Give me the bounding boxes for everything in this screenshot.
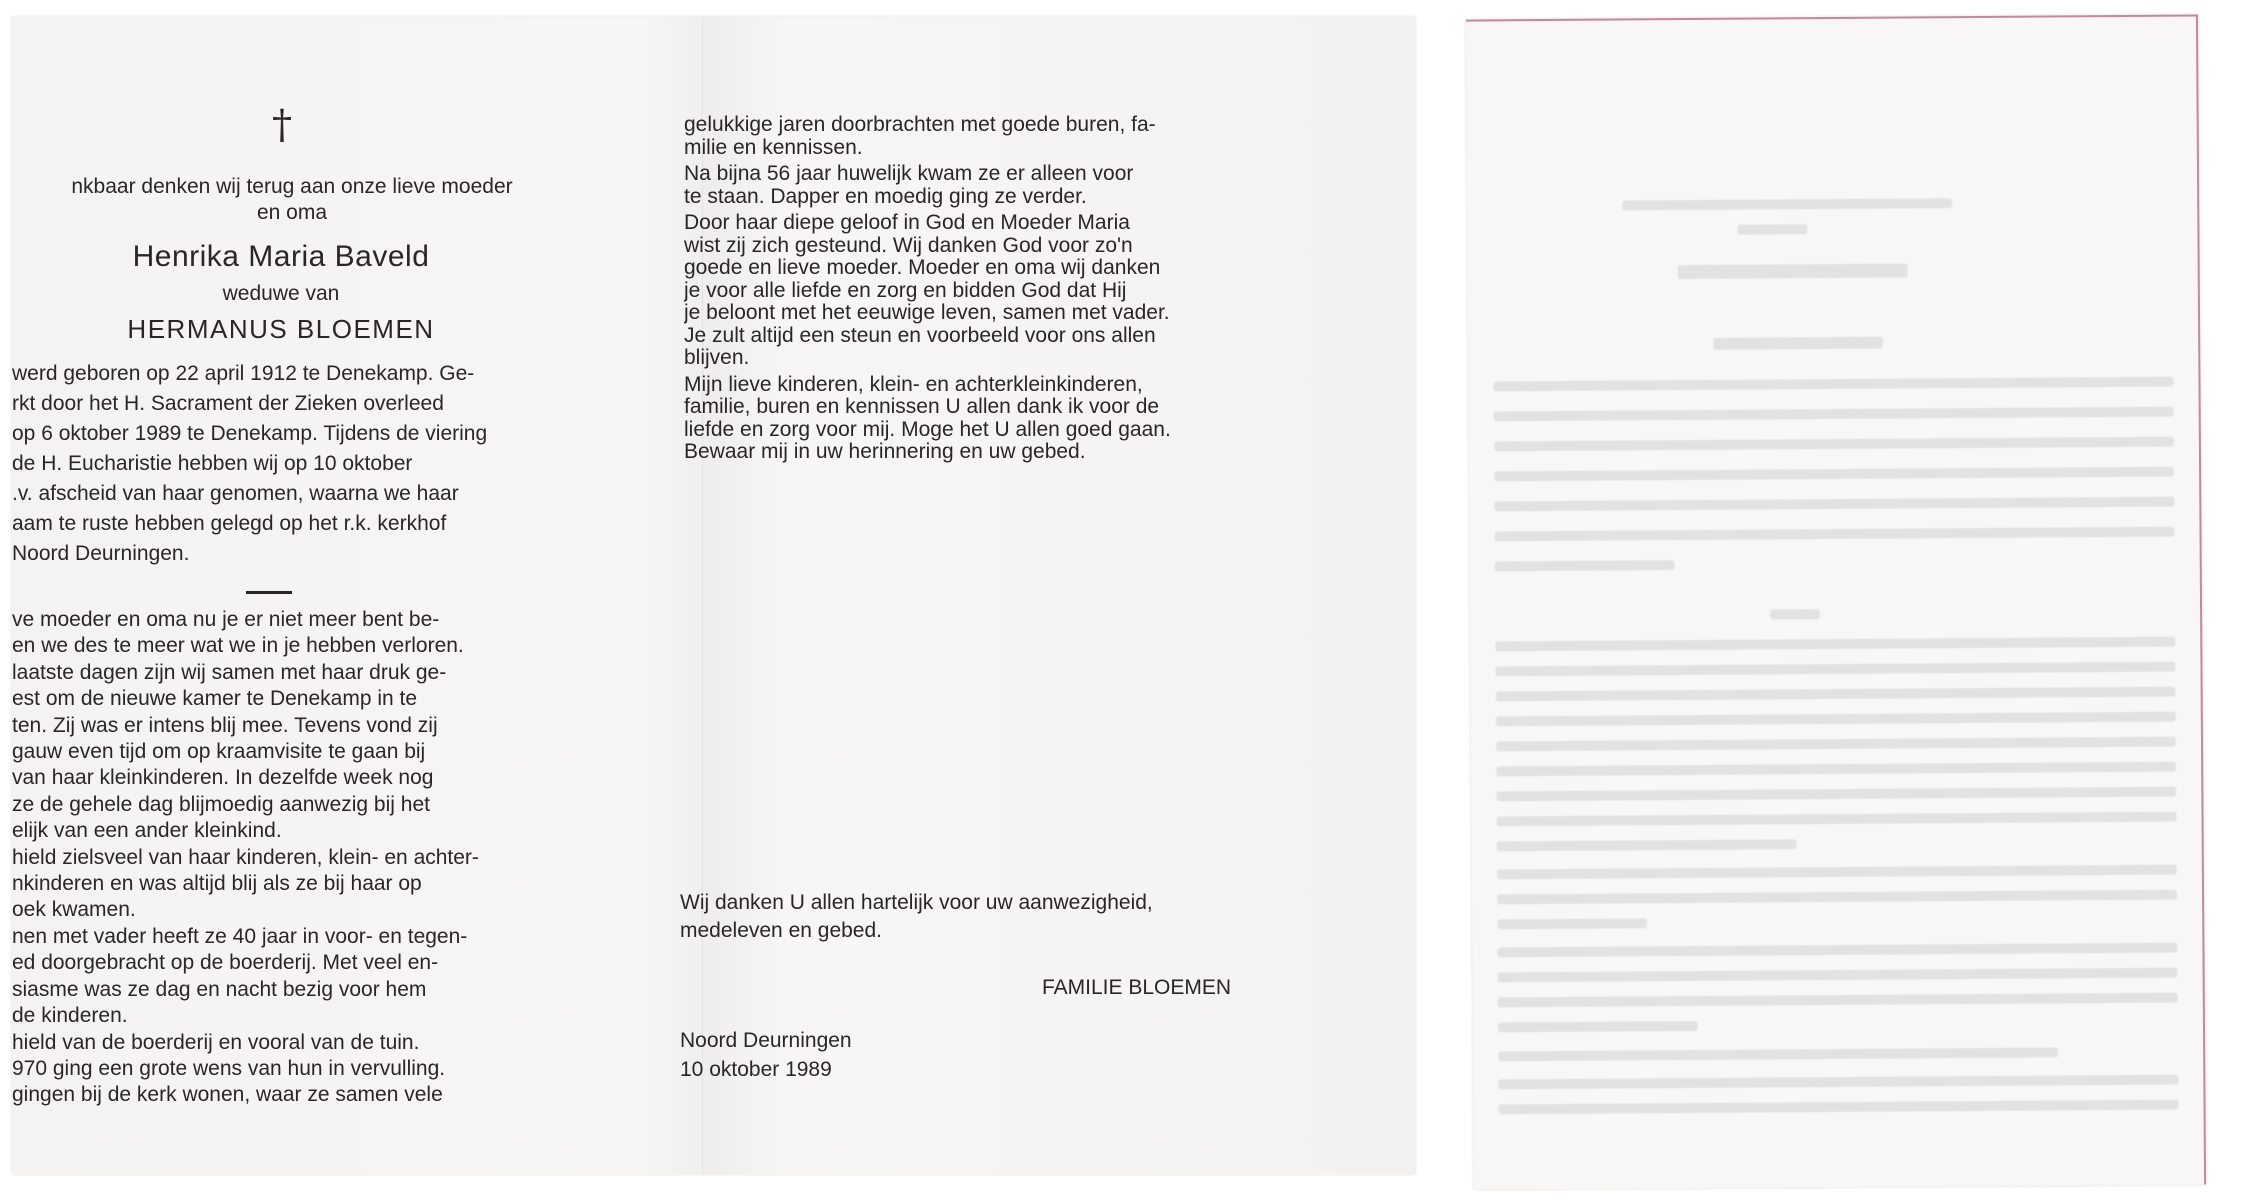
show-through-text	[1466, 16, 2204, 1189]
text-line: gingen bij de kerk wonen, waar ze samen vele	[12, 1083, 443, 1107]
text-line: de kinderen.	[12, 1004, 128, 1028]
text-line: liefde en zorg voor mij. Moge het U allen goed gaan.	[684, 417, 1171, 441]
text-line: Bewaar mij in uw herinnering en uw gebed.	[684, 440, 1086, 463]
text-line: elijk van een ander kleinkind.	[12, 819, 282, 843]
message-paragraph	[684, 212, 1304, 370]
memorial-card-back	[1466, 14, 2206, 1189]
text-line: siasme was ze dag en nacht bezig voor hem	[12, 977, 427, 1001]
text-line: est om de nieuwe kamer te Denekamp in te	[12, 687, 418, 711]
text-line: hield zielsveel van haar kinderen, klein- en achter-	[12, 845, 479, 869]
divider	[246, 591, 292, 594]
deceased-name: Henrika Maria Baveld	[132, 240, 430, 273]
memorial-card-inside	[12, 17, 1415, 1174]
text-line: laatste dagen zijn wij samen met haar druk ge-	[12, 660, 447, 684]
text-line: blijven.	[684, 346, 750, 369]
text-line: ten. Zij was er intens blij mee. Tevens vond zij	[12, 713, 438, 737]
text-line: je voor alle liefde en zorg en bidden God dat Hij	[684, 278, 1127, 302]
text-line: medeleven en gebed.	[680, 919, 882, 942]
text-line: je beloont met het eeuwige leven, samen met vader.	[684, 301, 1170, 324]
text-line: wist zij zich gesteund. Wij danken God voor zo'n	[684, 233, 1133, 257]
text-line: gauw even tijd om op kraamvisite te gaan bij	[12, 740, 426, 764]
message-paragraph	[684, 114, 1304, 159]
text-line: op 6 oktober 1989 te Denekamp. Tijdens de viering	[12, 422, 488, 445]
text-line: rkt door het H. Sacrament der Zieken overleed	[12, 392, 444, 415]
text-line: 970 ging een grote wens van hun in vervulling.	[12, 1056, 446, 1080]
text-line: familie, buren en kennissen U allen dank ik voor de	[684, 395, 1160, 418]
text-line: oek kwamen.	[12, 898, 136, 922]
text-line: hield van de boerderij en vooral van de tuin.	[12, 1030, 420, 1054]
text-line: Na bijna 56 jaar huwelijk kwam ze er alleen voor	[684, 162, 1134, 185]
text-line: Mijn lieve kinderen, klein- en achterkleinkinderen,	[684, 372, 1143, 396]
family-signature: FAMILIE BLOEMEN	[1042, 976, 1232, 999]
thanks-text	[680, 889, 1300, 945]
remembrance-paragraph	[12, 607, 572, 1109]
text-line: Noord Deurningen.	[12, 542, 190, 565]
text-line: gelukkige jaren doorbrachten met goede buren, fa-	[684, 114, 1156, 136]
text-line: Door haar diepe geloof in God en Moeder Maria	[684, 211, 1130, 234]
text-line: ve moeder en oma nu je er niet meer bent be-	[12, 608, 440, 631]
husband-name: HERMANUS BLOEMEN	[127, 314, 435, 344]
place-text: Noord Deurningen	[680, 1029, 852, 1052]
text-line: Je zult altijd een steun en voorbeeld voor ons allen	[684, 323, 1156, 347]
text-line: en we des te meer wat we in je hebben verloren.	[12, 634, 464, 658]
widow-label: weduwe van	[222, 282, 340, 305]
text-line: de H. Eucharistie hebben wij op 10 oktober	[12, 452, 413, 475]
text-line: Wij danken U allen hartelijk voor uw aanwezigheid,	[680, 891, 1153, 914]
text-line: te staan. Dapper en moedig ging ze verder.	[684, 184, 1087, 208]
message-paragraph	[684, 374, 1304, 464]
biography-paragraph	[12, 359, 572, 569]
text-line: nkinderen en was altijd blij als ze bij haar op	[12, 872, 422, 896]
text-line: ze de gehele dag blijmoedig aanwezig bij het	[12, 792, 430, 816]
cross-icon: †	[272, 102, 292, 148]
intro-text	[12, 174, 572, 226]
text-line: ed doorgebracht op de boerderij. Met veel en-	[12, 951, 439, 975]
intro-line: nkbaar denken wij terug aan onze lieve moeder	[71, 175, 513, 198]
message-column	[684, 114, 1304, 468]
text-line: aam te ruste hebben gelegd op het r.k. kerkhof	[12, 512, 447, 535]
message-paragraph	[684, 163, 1304, 208]
text-line: nen met vader heeft ze 40 jaar in voor- en tegen-	[12, 924, 468, 948]
date-text: 10 oktober 1989	[680, 1058, 832, 1081]
text-line: .v. afscheid van haar genomen, waarna we haar	[12, 482, 459, 505]
text-line: werd geboren op 22 april 1912 te Denekamp. Ge-	[12, 362, 475, 385]
text-line: goede en lieve moeder. Moeder en oma wij danken	[684, 256, 1161, 279]
text-line: van haar kleinkinderen. In dezelfde week nog	[12, 766, 434, 790]
text-line: milie en kennissen.	[684, 135, 863, 159]
intro-line: en oma	[256, 201, 328, 224]
